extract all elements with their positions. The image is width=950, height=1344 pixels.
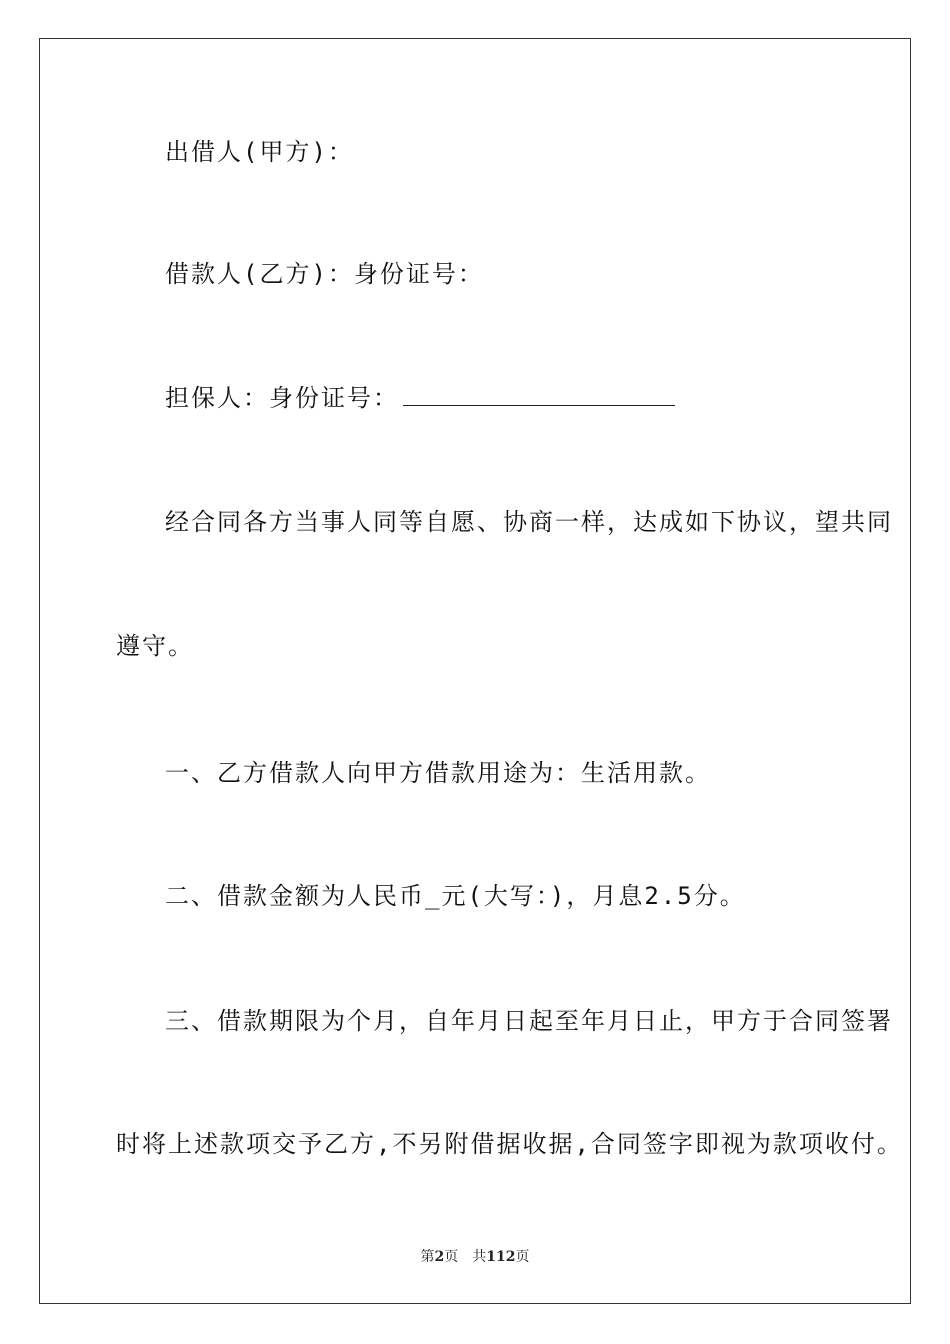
guarantor-line xyxy=(165,382,885,414)
page-footer xyxy=(0,1246,950,1266)
page-suffix: 页 xyxy=(444,1249,459,1265)
lender-line xyxy=(165,136,885,168)
clause-3-text-2: 时将上述款项交予乙方,不另附借据收据,合同签字即视为款项收付。 xyxy=(116,1130,903,1158)
clause-1-text: 一、乙方借款人向甲方借款用途为：生活用款。 xyxy=(165,759,711,787)
total-prefix: 共 xyxy=(472,1249,487,1265)
clause-1 xyxy=(165,757,885,789)
total-suffix: 页 xyxy=(515,1249,530,1265)
clause-3-line-2 xyxy=(116,1128,903,1160)
page-number: 2 xyxy=(434,1249,445,1265)
borrower-line xyxy=(165,258,885,290)
page-border xyxy=(39,38,911,1304)
preamble-text-2: 遵守。 xyxy=(116,632,194,660)
preamble-line-2 xyxy=(116,630,836,662)
clause-2-text: 二、借款金额为人民币_元(大写：)，月息2.5分。 xyxy=(165,882,746,910)
guarantor-id-blank xyxy=(403,383,675,406)
guarantor-label: 担保人：身份证号： xyxy=(165,384,399,412)
clause-2 xyxy=(165,880,885,912)
preamble-text-1: 经合同各方当事人同等自愿、协商一样，达成如下协议，望共同 xyxy=(165,508,893,536)
page-prefix: 第 xyxy=(420,1249,435,1265)
preamble-line-1 xyxy=(165,506,893,538)
total-pages: 112 xyxy=(486,1249,516,1265)
lender-label: 出借人(甲方)： xyxy=(165,138,354,166)
clause-3-text-1: 三、借款期限为个月，自年月日起至年月日止，甲方于合同签署 xyxy=(165,1007,893,1035)
borrower-label: 借款人(乙方)：身份证号： xyxy=(165,260,484,288)
clause-3-line-1 xyxy=(165,1005,893,1037)
